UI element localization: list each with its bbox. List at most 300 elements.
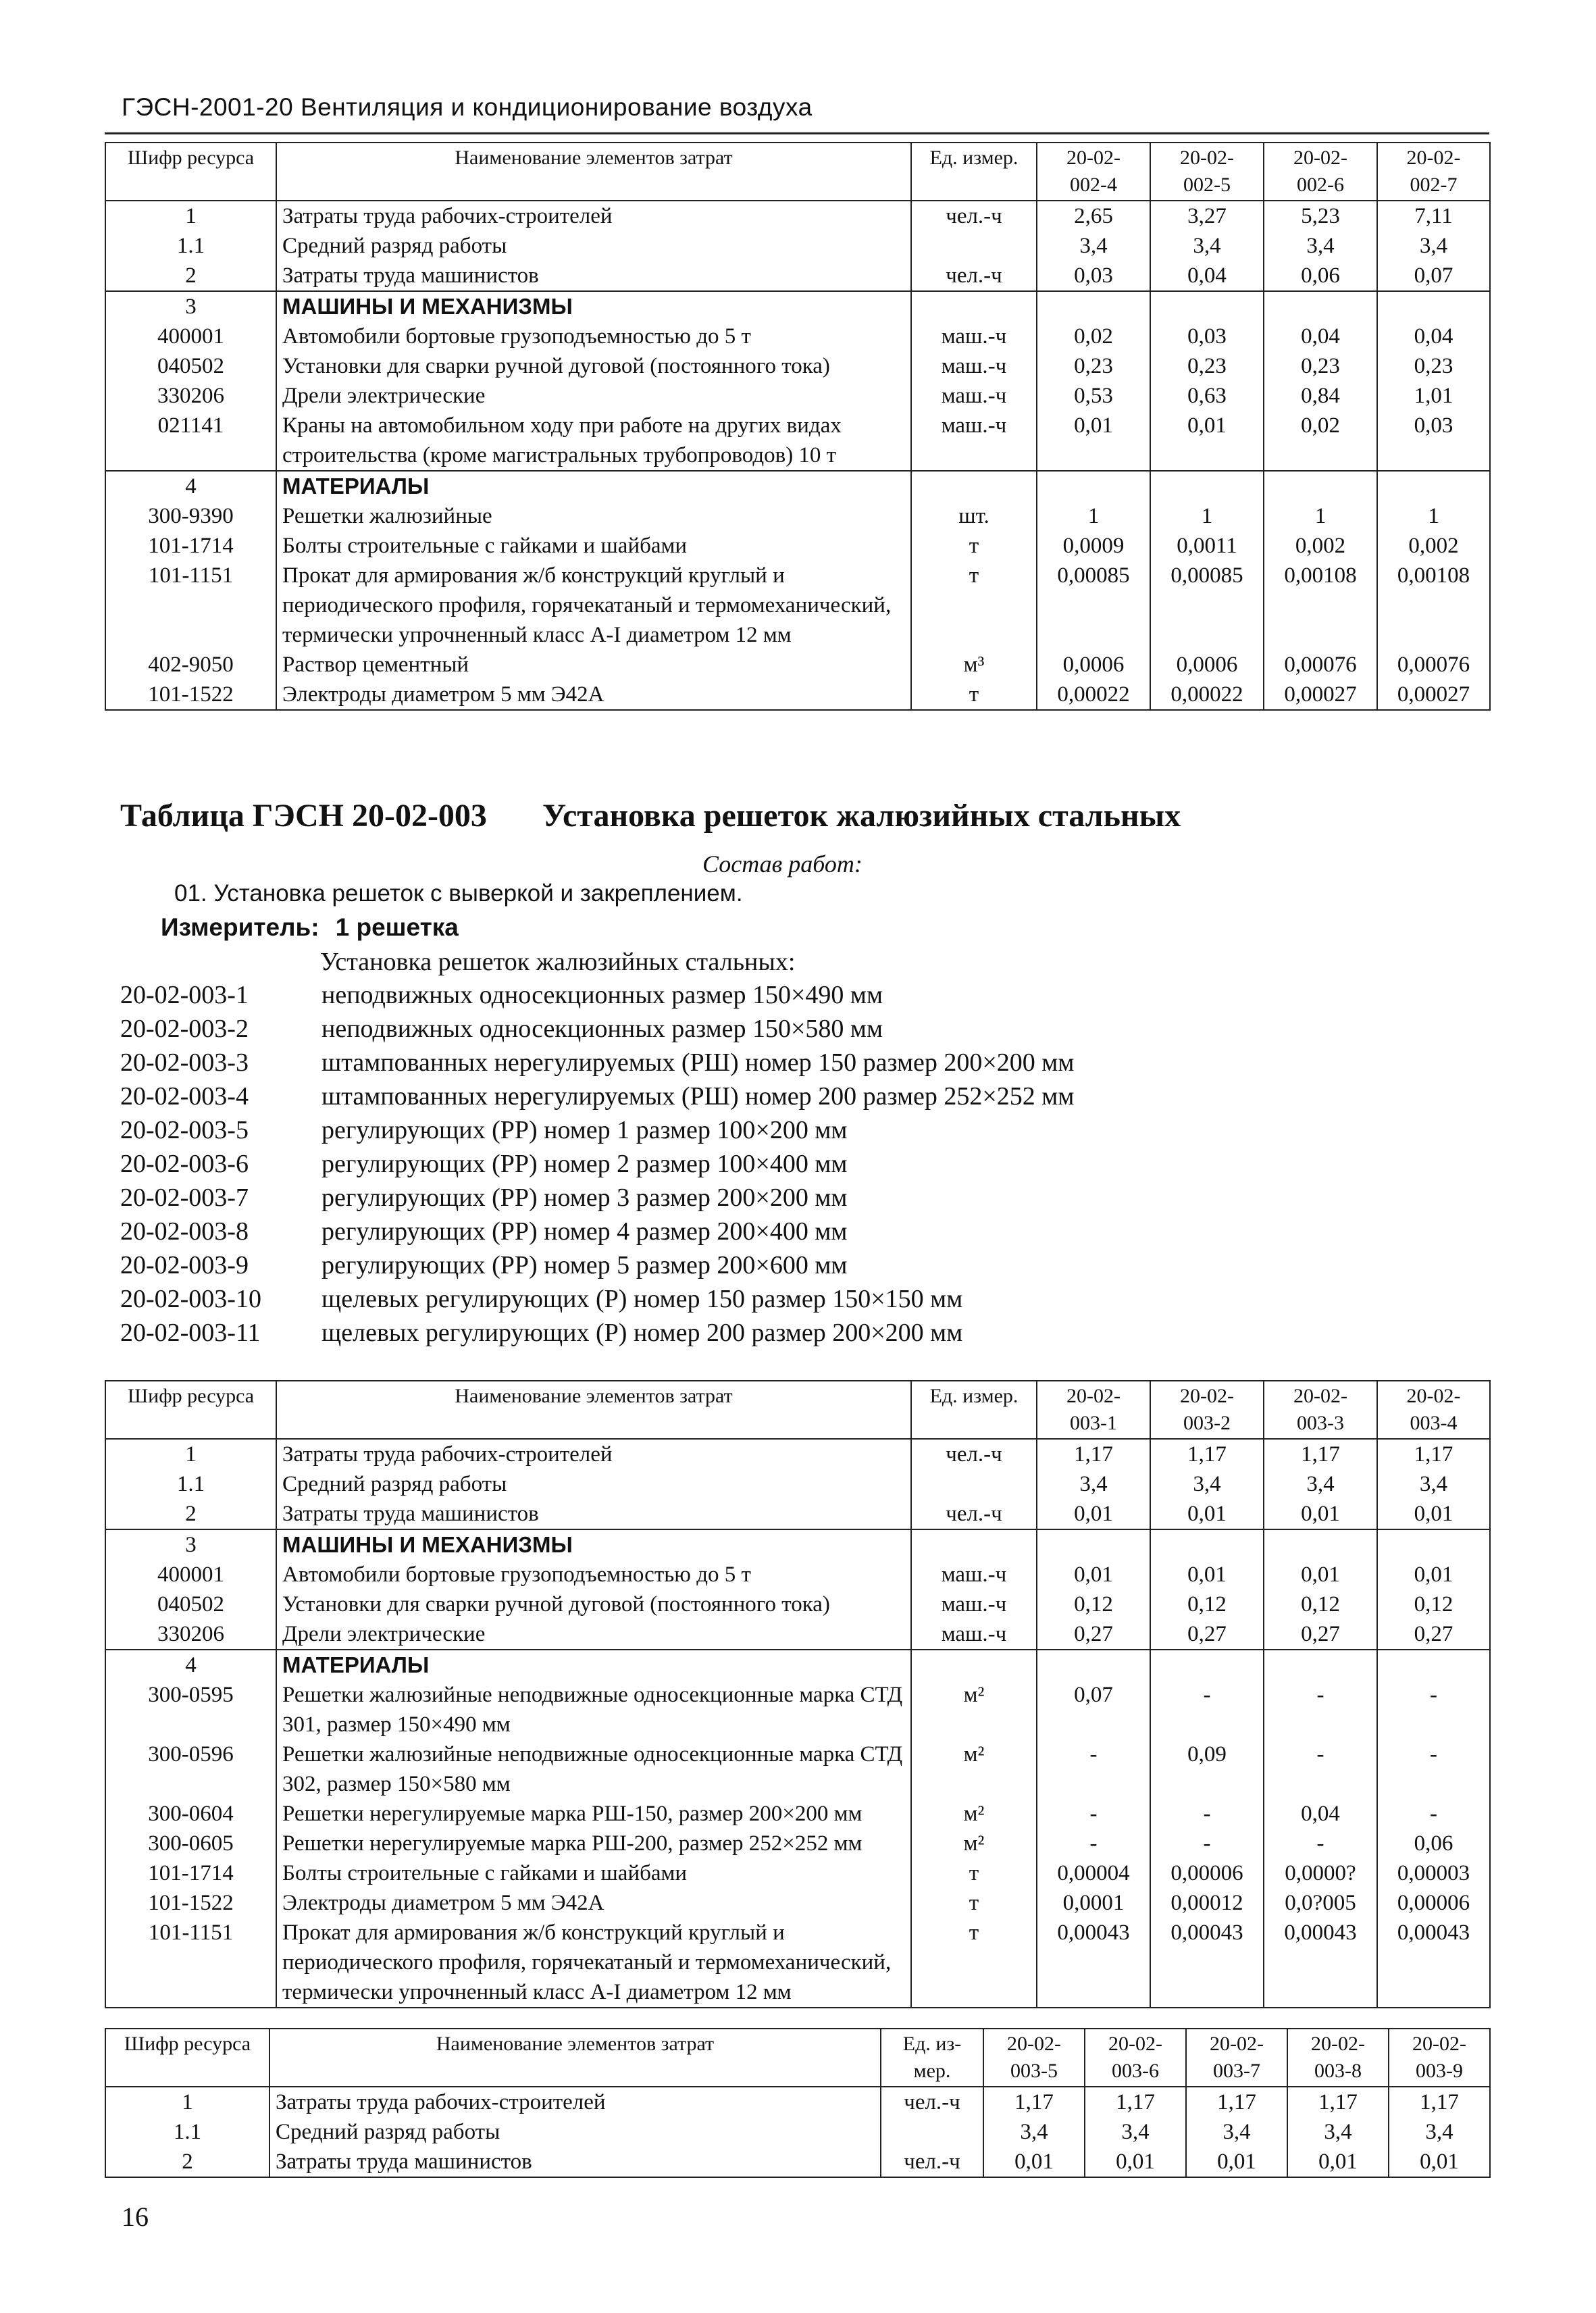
value-cell: 0,03 xyxy=(1377,411,1490,471)
value-cell: 0,002 xyxy=(1377,531,1490,561)
resource-name: Средний разряд работы xyxy=(269,2117,881,2147)
col-header-variant: 20-02- 002-5 xyxy=(1150,143,1264,201)
value-cell: 0,0000? xyxy=(1264,1858,1377,1888)
table-row xyxy=(105,1829,1490,1858)
table-row xyxy=(105,261,1490,291)
unit-cell xyxy=(911,1650,1037,1680)
value-cell: 3,4 xyxy=(1264,231,1377,261)
value-cell: 0,03 xyxy=(1150,322,1264,351)
variant-code: 20-02-003-6 xyxy=(120,1150,249,1178)
variant-code: 20-02-003-2 xyxy=(120,1015,249,1043)
unit-cell xyxy=(911,1529,1037,1560)
unit-cell: м² xyxy=(911,1799,1037,1829)
value-cell: - xyxy=(1037,1799,1150,1829)
variant-code: 20-02-003-11 xyxy=(120,1319,261,1347)
value-cell: 3,27 xyxy=(1150,201,1264,231)
variant-text: регулирующих (РР) номер 2 размер 100×400 мм xyxy=(321,1150,848,1178)
variant-item xyxy=(120,1082,1074,1111)
value-cell: 3,4 xyxy=(1264,1469,1377,1499)
table-row xyxy=(105,231,1490,261)
resource-code: 101-1714 xyxy=(105,1858,276,1888)
variant-item xyxy=(120,1149,847,1179)
value-cell: 1,17 xyxy=(1186,2087,1287,2117)
value-cell: 0,27 xyxy=(1264,1619,1377,1650)
col-header-variant: 20-02- 002-7 xyxy=(1377,143,1490,201)
table-row xyxy=(105,680,1490,710)
unit-cell: маш.-ч xyxy=(911,381,1037,411)
value-cell xyxy=(1377,471,1490,501)
resource-code: 1 xyxy=(105,2087,269,2117)
value-cell: 1,17 xyxy=(1150,1439,1264,1469)
value-cell: 0,27 xyxy=(1377,1619,1490,1650)
table-row xyxy=(105,1680,1490,1739)
table-row xyxy=(105,1858,1490,1888)
resource-code: 101-1151 xyxy=(105,561,276,650)
table-number: Таблица ГЭСН 20-02-003 xyxy=(120,798,487,834)
unit-cell: маш.-ч xyxy=(911,322,1037,351)
col-header-name: Наименование элементов затрат xyxy=(269,2029,881,2087)
value-cell: 0,07 xyxy=(1037,1680,1150,1739)
resource-name: Дрели электрические xyxy=(276,381,911,411)
resource-name: Затраты труда рабочих-строителей xyxy=(276,1439,911,1469)
value-cell xyxy=(1037,1529,1150,1560)
section-row xyxy=(105,471,1490,501)
value-cell: 0,00027 xyxy=(1377,680,1490,710)
value-cell: 0,06 xyxy=(1377,1829,1490,1858)
value-cell: 3,4 xyxy=(1377,231,1490,261)
resource-name: Болты строительные с гайками и шайбами xyxy=(276,1858,911,1888)
variant-item xyxy=(120,1115,847,1145)
value-cell: 0,84 xyxy=(1264,381,1377,411)
value-cell: - xyxy=(1264,1680,1377,1739)
unit-cell: м³ xyxy=(911,650,1037,680)
value-cell xyxy=(1377,1650,1490,1680)
resource-code: 040502 xyxy=(105,1590,276,1619)
table-heading xyxy=(120,797,1181,834)
value-cell: 3,4 xyxy=(1377,1469,1490,1499)
value-cell: 1 xyxy=(1264,501,1377,531)
value-cell: 0,04 xyxy=(1150,261,1264,291)
resource-name: Автомобили бортовые грузоподъемностью до 5 т xyxy=(276,322,911,351)
value-cell: 3,4 xyxy=(1287,2117,1389,2147)
table-row xyxy=(105,2147,1490,2177)
value-cell: 0,01 xyxy=(1037,1499,1150,1529)
meter-label: Измеритель: xyxy=(161,913,319,941)
value-cell: 0,27 xyxy=(1037,1619,1150,1650)
value-cell: 0,01 xyxy=(1377,1499,1490,1529)
value-cell: 0,12 xyxy=(1037,1590,1150,1619)
variant-item xyxy=(120,1217,847,1246)
value-cell: - xyxy=(1150,1799,1264,1829)
col-header-variant: 20-02- 002-6 xyxy=(1264,143,1377,201)
col-header-variant: 20-02- 003-9 xyxy=(1389,2029,1490,2087)
value-cell xyxy=(1264,1529,1377,1560)
value-cell: 0,00108 xyxy=(1264,561,1377,650)
unit-cell: т xyxy=(911,1858,1037,1888)
unit-cell: чел.-ч xyxy=(911,201,1037,231)
value-cell: 0,01 xyxy=(1085,2147,1186,2177)
value-cell: 0,09 xyxy=(1150,1739,1264,1799)
value-cell: 1,17 xyxy=(983,2087,1085,2117)
variant-item xyxy=(120,1048,1074,1077)
table-row xyxy=(105,2087,1490,2117)
variant-text: регулирующих (РР) номер 5 размер 200×600 мм xyxy=(321,1251,848,1279)
value-cell: 0,0001 xyxy=(1037,1888,1150,1918)
variant-code: 20-02-003-4 xyxy=(120,1082,249,1111)
variant-item xyxy=(120,1183,847,1213)
value-cell xyxy=(1150,291,1264,322)
unit-cell: т xyxy=(911,1918,1037,2008)
unit-cell: т xyxy=(911,1888,1037,1918)
resource-name: Прокат для армирования ж/б конструкций круглый и периодического профиля, горячекатаный и термомеханический, термически упрочненный класс А-I диаметром 12 мм xyxy=(276,561,911,650)
resource-code: 1.1 xyxy=(105,231,276,261)
resource-code: 2 xyxy=(105,1499,276,1529)
value-cell: - xyxy=(1377,1799,1490,1829)
value-cell: 0,04 xyxy=(1377,322,1490,351)
unit-cell: маш.-ч xyxy=(911,1560,1037,1590)
variant-code: 20-02-003-10 xyxy=(120,1285,261,1313)
resource-name: Средний разряд работы xyxy=(276,1469,911,1499)
col-header-unit: Ед. измер. xyxy=(911,1381,1037,1439)
unit-cell: чел.-ч xyxy=(881,2087,983,2117)
resource-name: Решетки жалюзийные неподвижные односекционные марка СТД 302, размер 150×580 мм xyxy=(276,1739,911,1799)
resource-code: 330206 xyxy=(105,381,276,411)
value-cell: - xyxy=(1037,1739,1150,1799)
table-row xyxy=(105,1560,1490,1590)
value-cell: - xyxy=(1150,1829,1264,1858)
value-cell: 0,01 xyxy=(1389,2147,1490,2177)
value-cell: - xyxy=(1264,1739,1377,1799)
resource-code: 3 xyxy=(105,1529,276,1560)
value-cell: 0,01 xyxy=(1287,2147,1389,2177)
resource-code: 3 xyxy=(105,291,276,322)
variant-text: регулирующих (РР) номер 1 размер 100×200 мм xyxy=(321,1116,848,1144)
value-cell: 0,0009 xyxy=(1037,531,1150,561)
unit-cell: чел.-ч xyxy=(911,1439,1037,1469)
resource-name: МАШИНЫ И МЕХАНИЗМЫ xyxy=(276,291,911,322)
header-rule xyxy=(105,132,1489,134)
value-cell: 0,01 xyxy=(1377,1560,1490,1590)
resource-code: 2 xyxy=(105,2147,269,2177)
table-row xyxy=(105,1439,1490,1469)
value-cell: 0,00076 xyxy=(1377,650,1490,680)
col-header-name: Наименование элементов затрат xyxy=(276,143,911,201)
value-cell: 0,00022 xyxy=(1150,680,1264,710)
resource-name: МАТЕРИАЛЫ xyxy=(276,1650,911,1680)
value-cell: 0,23 xyxy=(1377,351,1490,381)
value-cell: 0,01 xyxy=(1186,2147,1287,2177)
value-cell: 1,17 xyxy=(1389,2087,1490,2117)
table-row xyxy=(105,1799,1490,1829)
value-cell: - xyxy=(1037,1829,1150,1858)
resource-code: 101-1522 xyxy=(105,680,276,710)
variant-item xyxy=(120,1250,847,1280)
value-cell: 1,17 xyxy=(1264,1439,1377,1469)
value-cell: 0,03 xyxy=(1037,261,1150,291)
table-row xyxy=(105,650,1490,680)
col-header-variant: 20-02- 003-2 xyxy=(1150,1381,1264,1439)
value-cell xyxy=(1037,291,1150,322)
table-title: Установка решеток жалюзийных стальных xyxy=(542,798,1181,834)
value-cell: 0,00076 xyxy=(1264,650,1377,680)
resource-code: 300-0596 xyxy=(105,1739,276,1799)
col-header-unit: Ед. измер. xyxy=(911,143,1037,201)
table-row xyxy=(105,1590,1490,1619)
value-cell: - xyxy=(1377,1739,1490,1799)
resource-code: 1.1 xyxy=(105,2117,269,2147)
value-cell xyxy=(1264,291,1377,322)
unit-cell: маш.-ч xyxy=(911,1619,1037,1650)
value-cell xyxy=(1377,1529,1490,1560)
resource-table-003-1-4 xyxy=(105,1380,1491,2008)
value-cell: 7,11 xyxy=(1377,201,1490,231)
variant-code: 20-02-003-9 xyxy=(120,1251,249,1279)
meter-value: 1 решетка xyxy=(335,913,459,941)
resource-table-002 xyxy=(105,142,1491,711)
value-cell: - xyxy=(1377,1680,1490,1739)
variant-text: штампованных нерегулируемых (РШ) номер 150 размер 200×200 мм xyxy=(321,1048,1075,1077)
table-row xyxy=(105,501,1490,531)
value-cell: 0,12 xyxy=(1264,1590,1377,1619)
running-header: ГЭСН-2001-20 Вентиляция и кондиционирование воздуха xyxy=(122,93,813,121)
value-cell: 1,17 xyxy=(1377,1439,1490,1469)
unit-cell xyxy=(911,1469,1037,1499)
col-header-variant: 20-02- 003-5 xyxy=(983,2029,1085,2087)
value-cell xyxy=(1377,291,1490,322)
resource-name: МАШИНЫ И МЕХАНИЗМЫ xyxy=(276,1529,911,1560)
value-cell: 0,07 xyxy=(1377,261,1490,291)
variants-intro: Установка решеток жалюзийных стальных: xyxy=(320,948,796,976)
variant-text: регулирующих (РР) номер 4 размер 200×400 мм xyxy=(321,1217,848,1246)
value-cell: 0,00006 xyxy=(1150,1858,1264,1888)
unit-cell: т xyxy=(911,561,1037,650)
value-cell: 0,01 xyxy=(1264,1499,1377,1529)
value-cell: 0,01 xyxy=(1037,1560,1150,1590)
table-row xyxy=(105,2117,1490,2147)
value-cell: 0,06 xyxy=(1264,261,1377,291)
value-cell: 0,01 xyxy=(1264,1560,1377,1590)
resource-name: Затраты труда машинистов xyxy=(276,261,911,291)
value-cell xyxy=(1037,1650,1150,1680)
resource-code: 300-0605 xyxy=(105,1829,276,1858)
resource-code: 1 xyxy=(105,1439,276,1469)
composition-item: 01. Установка решеток с выверкой и закреплением. xyxy=(174,880,743,907)
value-cell: 3,4 xyxy=(1037,1469,1150,1499)
value-cell: 3,4 xyxy=(1085,2117,1186,2147)
value-cell: 2,65 xyxy=(1037,201,1150,231)
section-row xyxy=(105,1529,1490,1560)
meter xyxy=(161,913,459,942)
col-header-variant: 20-02- 003-7 xyxy=(1186,2029,1287,2087)
col-header-variant: 20-02- 002-4 xyxy=(1037,143,1150,201)
resource-name: Болты строительные с гайками и шайбами xyxy=(276,531,911,561)
resource-code: 4 xyxy=(105,1650,276,1680)
unit-cell: чел.-ч xyxy=(911,261,1037,291)
resource-name: Решетки нерегулируемые марка РШ-200, размер 252×252 мм xyxy=(276,1829,911,1858)
resource-name: Затраты труда рабочих-строителей xyxy=(276,201,911,231)
section-row xyxy=(105,1650,1490,1680)
variant-text: регулирующих (РР) номер 3 размер 200×200 мм xyxy=(321,1184,848,1212)
variant-text: щелевых регулирующих (Р) номер 200 размер 200×200 мм xyxy=(321,1319,963,1347)
value-cell: 0,12 xyxy=(1150,1590,1264,1619)
unit-cell xyxy=(911,231,1037,261)
value-cell xyxy=(1037,471,1150,501)
resource-code: 021141 xyxy=(105,411,276,471)
resource-code: 330206 xyxy=(105,1619,276,1650)
value-cell: 1 xyxy=(1150,501,1264,531)
value-cell xyxy=(1264,471,1377,501)
value-cell: 0,01 xyxy=(1150,1499,1264,1529)
unit-cell: чел.-ч xyxy=(881,2147,983,2177)
resource-name: Решетки нерегулируемые марка РШ-150, размер 200×200 мм xyxy=(276,1799,911,1829)
table-row xyxy=(105,1739,1490,1799)
value-cell: 0,23 xyxy=(1264,351,1377,381)
table-row xyxy=(105,1499,1490,1529)
resource-name: Решетки жалюзийные xyxy=(276,501,911,531)
table-row xyxy=(105,1619,1490,1650)
table-row xyxy=(105,1918,1490,2008)
resource-table-003-5-9 xyxy=(105,2028,1491,2178)
value-cell: 0,0011 xyxy=(1150,531,1264,561)
table-row xyxy=(105,1469,1490,1499)
resource-name: Раствор цементный xyxy=(276,650,911,680)
unit-cell: маш.-ч xyxy=(911,1590,1037,1619)
unit-cell xyxy=(881,2117,983,2147)
value-cell: 0,02 xyxy=(1037,322,1150,351)
table-row xyxy=(105,322,1490,351)
value-cell: 1,17 xyxy=(1085,2087,1186,2117)
value-cell: 3,4 xyxy=(1389,2117,1490,2147)
resource-code: 101-1151 xyxy=(105,1918,276,2008)
value-cell: 0,04 xyxy=(1264,1799,1377,1829)
page-number: 16 xyxy=(122,2202,149,2232)
variant-text: неподвижных односекционных размер 150×580 мм xyxy=(321,1015,883,1043)
variant-code: 20-02-003-3 xyxy=(120,1048,249,1077)
resource-name: Затраты труда машинистов xyxy=(269,2147,881,2177)
variant-text: щелевых регулирующих (Р) номер 150 размер 150×150 мм xyxy=(321,1285,963,1313)
variant-code: 20-02-003-1 xyxy=(120,981,249,1009)
unit-cell: чел.-ч xyxy=(911,1499,1037,1529)
value-cell: 3,4 xyxy=(983,2117,1085,2147)
value-cell: 0,0?005 xyxy=(1264,1888,1377,1918)
resource-name: МАТЕРИАЛЫ xyxy=(276,471,911,501)
resource-code: 101-1522 xyxy=(105,1888,276,1918)
resource-code: 101-1714 xyxy=(105,531,276,561)
value-cell: - xyxy=(1150,1680,1264,1739)
value-cell: 0,01 xyxy=(1037,411,1150,471)
value-cell: 3,4 xyxy=(1150,231,1264,261)
resource-name: Электроды диаметром 5 мм Э42А xyxy=(276,1888,911,1918)
value-cell: 0,00085 xyxy=(1150,561,1264,650)
table-row xyxy=(105,1888,1490,1918)
value-cell: 0,00006 xyxy=(1377,1888,1490,1918)
resource-code: 040502 xyxy=(105,351,276,381)
resource-code: 400001 xyxy=(105,322,276,351)
variant-item xyxy=(120,980,883,1010)
resource-name: Электроды диаметром 5 мм Э42А xyxy=(276,680,911,710)
value-cell: 0,002 xyxy=(1264,531,1377,561)
value-cell: 0,0006 xyxy=(1037,650,1150,680)
col-header-name: Наименование элементов затрат xyxy=(276,1381,911,1439)
unit-cell: т xyxy=(911,531,1037,561)
table-row xyxy=(105,531,1490,561)
variant-code: 20-02-003-8 xyxy=(120,1217,249,1246)
variant-text: штампованных нерегулируемых (РШ) номер 200 размер 252×252 мм xyxy=(321,1082,1075,1111)
value-cell: 1,01 xyxy=(1377,381,1490,411)
resource-name: Установки для сварки ручной дуговой (постоянного тока) xyxy=(276,1590,911,1619)
value-cell: 5,23 xyxy=(1264,201,1377,231)
resource-code: 300-9390 xyxy=(105,501,276,531)
resource-name: Решетки жалюзийные неподвижные односекционные марка СТД 301, размер 150×490 мм xyxy=(276,1680,911,1739)
value-cell: 0,53 xyxy=(1037,381,1150,411)
value-cell: 3,4 xyxy=(1037,231,1150,261)
col-header-code: Шифр ресурса xyxy=(105,1381,276,1439)
value-cell xyxy=(1150,471,1264,501)
resource-name: Затраты труда машинистов xyxy=(276,1499,911,1529)
value-cell: 0,00043 xyxy=(1037,1918,1150,2008)
value-cell: 1 xyxy=(1377,501,1490,531)
value-cell: 0,00085 xyxy=(1037,561,1150,650)
variant-text: неподвижных односекционных размер 150×490 мм xyxy=(321,981,883,1009)
value-cell: 0,01 xyxy=(983,2147,1085,2177)
table-row xyxy=(105,381,1490,411)
value-cell xyxy=(1150,1650,1264,1680)
resource-name: Установки для сварки ручной дуговой (постоянного тока) xyxy=(276,351,911,381)
value-cell: - xyxy=(1264,1829,1377,1858)
unit-cell: т xyxy=(911,680,1037,710)
value-cell xyxy=(1150,1529,1264,1560)
value-cell: 0,00012 xyxy=(1150,1888,1264,1918)
unit-cell: шт. xyxy=(911,501,1037,531)
value-cell: 0,01 xyxy=(1150,411,1264,471)
value-cell: 1,17 xyxy=(1287,2087,1389,2117)
variant-item xyxy=(120,1284,962,1314)
col-header-code: Шифр ресурса xyxy=(105,143,276,201)
variant-code: 20-02-003-5 xyxy=(120,1116,249,1144)
resource-name: Автомобили бортовые грузоподъемностью до 5 т xyxy=(276,1560,911,1590)
variant-item xyxy=(120,1318,962,1348)
col-header-variant: 20-02- 003-8 xyxy=(1287,2029,1389,2087)
unit-cell xyxy=(911,471,1037,501)
resource-name: Затраты труда рабочих-строителей xyxy=(269,2087,881,2117)
value-cell: 3,4 xyxy=(1150,1469,1264,1499)
value-cell: 0,00043 xyxy=(1264,1918,1377,2008)
value-cell: 0,02 xyxy=(1264,411,1377,471)
value-cell: 0,00043 xyxy=(1150,1918,1264,2008)
resource-code: 402-9050 xyxy=(105,650,276,680)
col-header-variant: 20-02- 003-4 xyxy=(1377,1381,1490,1439)
value-cell xyxy=(1264,1650,1377,1680)
value-cell: 0,00108 xyxy=(1377,561,1490,650)
col-header-variant: 20-02- 003-6 xyxy=(1085,2029,1186,2087)
value-cell: 0,04 xyxy=(1264,322,1377,351)
col-header-variant: 20-02- 003-3 xyxy=(1264,1381,1377,1439)
col-header-code: Шифр ресурса xyxy=(105,2029,269,2087)
unit-cell: м² xyxy=(911,1829,1037,1858)
value-cell: 0,00022 xyxy=(1037,680,1150,710)
resource-name: Средний разряд работы xyxy=(276,231,911,261)
variant-item xyxy=(120,1014,883,1044)
col-header-variant: 20-02- 003-1 xyxy=(1037,1381,1150,1439)
value-cell: 0,23 xyxy=(1150,351,1264,381)
resource-name: Дрели электрические xyxy=(276,1619,911,1650)
value-cell: 3,4 xyxy=(1186,2117,1287,2147)
variant-code: 20-02-003-7 xyxy=(120,1184,249,1212)
value-cell: 0,23 xyxy=(1037,351,1150,381)
table-row xyxy=(105,411,1490,471)
resource-code: 300-0595 xyxy=(105,1680,276,1739)
unit-cell xyxy=(911,291,1037,322)
